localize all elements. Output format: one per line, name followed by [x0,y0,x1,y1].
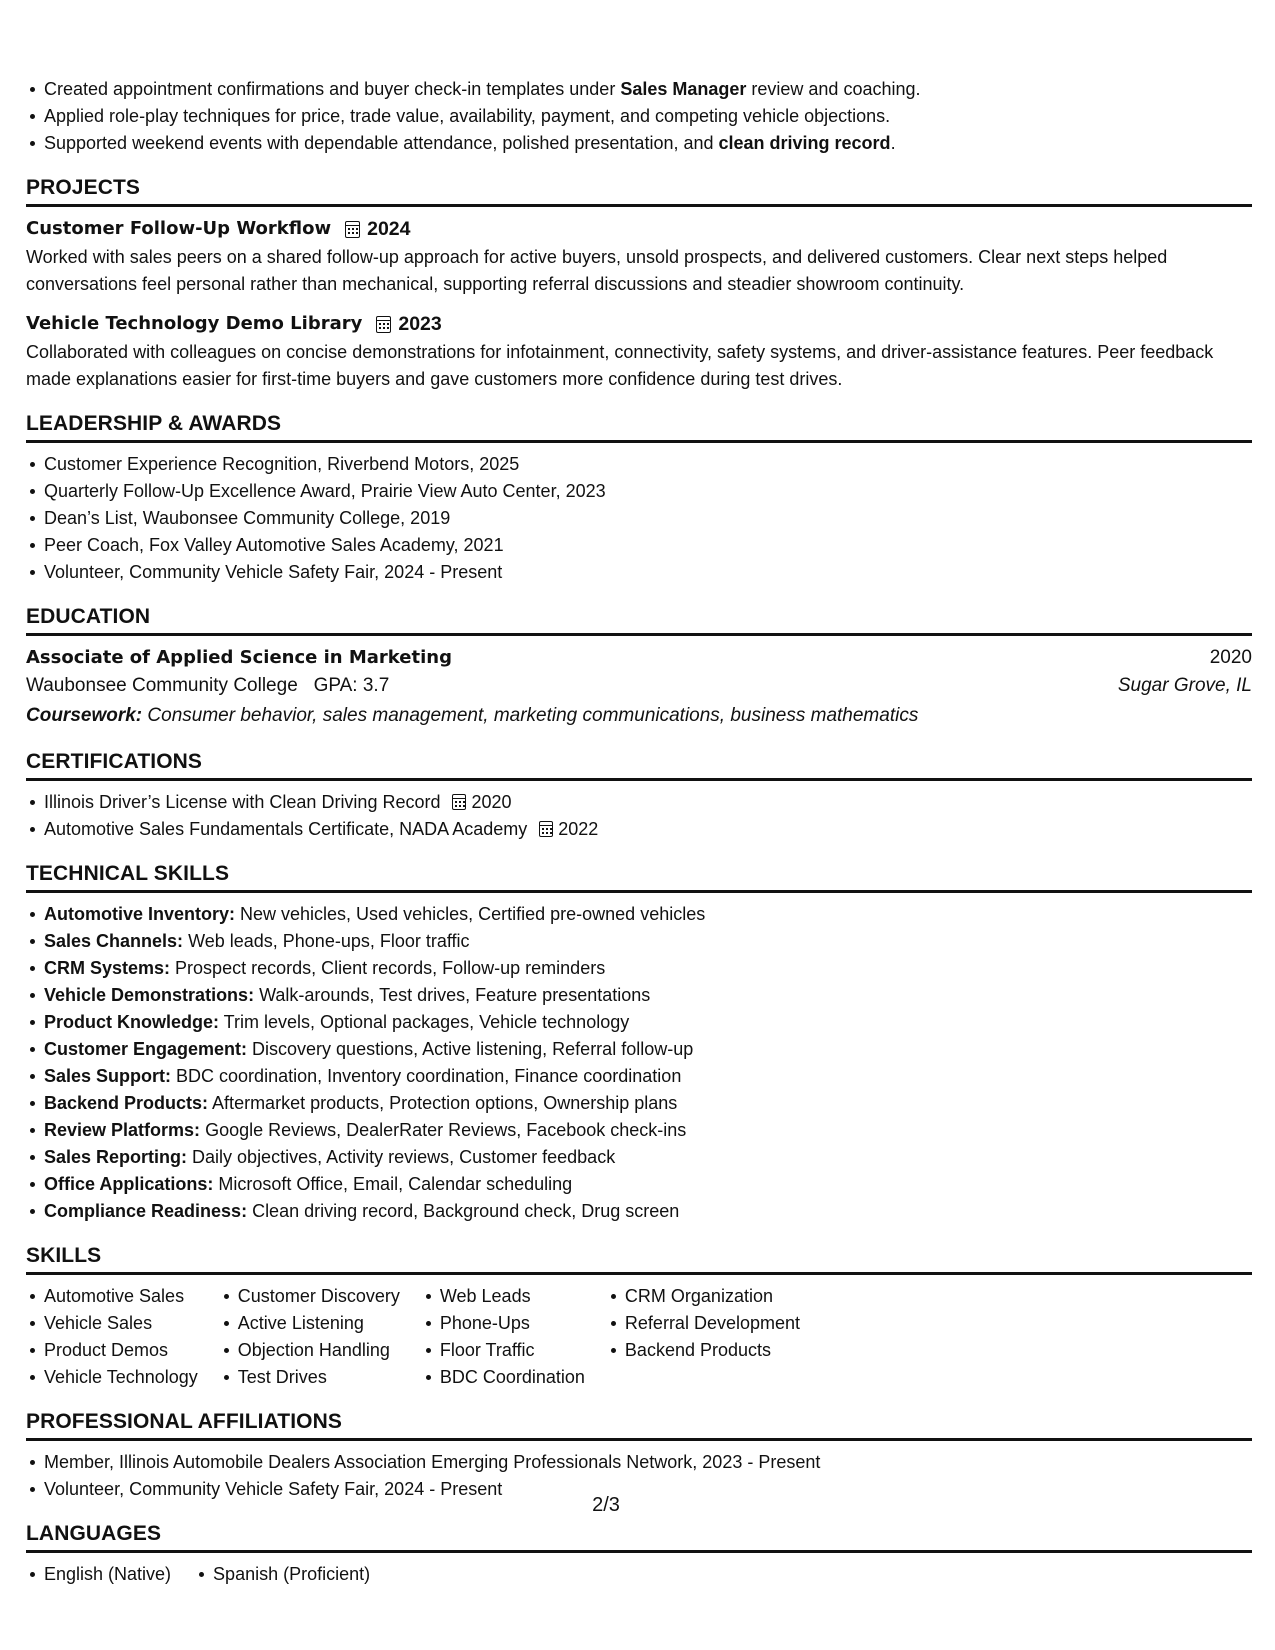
project-year: 2023 [398,313,442,335]
list-item: Customer Experience Recognition, Riverbend Motors, 2025 [26,451,1252,478]
list-item: Active Listening [220,1310,400,1337]
list-item: Sales Support: BDC coordination, Inventory coordination, Finance coordination [26,1063,1252,1090]
list-item: Dean’s List, Waubonsee Community College, 2019 [26,505,1252,532]
list-item: BDC Coordination [422,1364,585,1391]
list-item: Customer Discovery [220,1283,400,1310]
list-item: Test Drives [220,1364,400,1391]
project-year: 2024 [367,218,411,240]
graduation-year: 2020 [1209,647,1252,668]
list-item: Automotive Inventory: New vehicles, Used vehicles, Certified pre-owned vehicles [26,901,1252,928]
calendar-icon [376,316,391,333]
list-item: CRM Organization [607,1283,800,1310]
list-item: Web Leads [422,1283,585,1310]
skills-column [422,1283,585,1391]
skills-column [26,1283,198,1391]
list-item: Product Knowledge: Trim levels, Optional packages, Vehicle technology [26,1009,1252,1036]
skills-columns [26,1283,1252,1391]
list-item: Applied role-play techniques for price, trade value, availability, payment, and competing vehicle objections. [26,103,1252,130]
technical-skills-list [26,901,1252,1225]
list-item: Volunteer, Community Vehicle Safety Fair, 2024 - Present [26,1476,1252,1503]
list-item: Review Platforms: Google Reviews, DealerRater Reviews, Facebook check-ins [26,1117,1252,1144]
list-item: Vehicle Demonstrations: Walk-arounds, Test drives, Feature presentations [26,982,1252,1009]
school-name: Waubonsee Community College GPA: 3.7 [26,675,390,696]
list-item: Vehicle Sales [26,1310,198,1337]
list-item: Floor Traffic [422,1337,585,1364]
skills-column [220,1283,400,1391]
affiliations-section [26,1409,1252,1503]
calendar-icon [345,221,360,238]
certifications-list [26,789,1252,843]
skills-section [26,1243,1252,1391]
projects-section [26,175,1252,393]
skills-column [607,1283,800,1391]
education-section [26,604,1252,731]
project-header [26,215,1252,243]
calendar-icon [539,821,553,837]
list-item: Office Applications: Microsoft Office, Email, Calendar scheduling [26,1171,1252,1198]
school-location: Sugar Grove, IL [1117,675,1252,696]
section-title: LEADERSHIP & AWARDS [26,411,1252,443]
list-item: Objection Handling [220,1337,400,1364]
list-item: Volunteer, Community Vehicle Safety Fair, 2024 - Present [26,559,1252,586]
section-title: EDUCATION [26,604,1252,636]
section-title: PROJECTS [26,175,1252,207]
leadership-section [26,411,1252,586]
degree-name: Associate of Applied Science in Marketing [26,647,452,668]
page-number: 2/3 [592,1494,620,1516]
project-name: Customer Follow-Up Workflow [26,218,332,239]
section-title: TECHNICAL SKILLS [26,861,1252,893]
list-item [26,789,1252,816]
education-school-row [26,671,1252,701]
list-item: Spanish (Proficient) [195,1561,370,1588]
list-item: Quarterly Follow-Up Excellence Award, Prairie View Auto Center, 2023 [26,478,1252,505]
list-item: Supported weekend events with dependable attendance, polished presentation, and clean driving record. [26,130,1252,157]
languages-section [26,1521,1252,1588]
list-item: Automotive Sales [26,1283,198,1310]
list-item: Created appointment confirmations and buyer check-in templates under Sales Manager review and coaching. [26,76,1252,103]
coursework-text: Consumer behavior, sales management, marketing communications, business mathematics [142,705,919,726]
certifications-section [26,749,1252,843]
section-title: PROFESSIONAL AFFILIATIONS [26,1409,1252,1441]
leadership-list [26,451,1252,586]
education-header [26,644,1252,671]
list-item: Compliance Readiness: Clean driving record, Background check, Drug screen [26,1198,1252,1225]
project-description: Worked with sales peers on a shared follow-up approach for active buyers, unsold prospects, and delivered customers. Clear next steps helped conversations feel personal rather than mechanical, supporting referral discussions and steadier showroom continuity. [26,247,1168,294]
project-header [26,310,1252,338]
list-item: Customer Engagement: Discovery questions, Active listening, Referral follow-up [26,1036,1252,1063]
coursework-label: Coursework: [26,705,143,726]
languages-list [26,1561,1252,1588]
list-item: Sales Channels: Web leads, Phone-ups, Floor traffic [26,928,1252,955]
certification-year: 2020 [471,792,512,812]
resume-page [26,76,1252,1588]
list-item: Vehicle Technology [26,1364,198,1391]
list-item: Referral Development [607,1310,800,1337]
section-title: SKILLS [26,1243,1252,1275]
project-description: Collaborated with colleagues on concise demonstrations for infotainment, connectivity, safety systems, and driver-assistance features. Peer feedback made explanations easier for first-time buyers and gave customers more confidence during test drives. [26,342,1214,389]
certification-name: Illinois Driver’s License with Clean Driving Record [44,792,441,812]
experience-bullets [26,76,1252,157]
section-title: LANGUAGES [26,1521,1252,1553]
list-item: Backend Products: Aftermarket products, Protection options, Ownership plans [26,1090,1252,1117]
project-item [26,215,1252,298]
certification-year: 2022 [558,819,599,839]
project-item [26,310,1252,393]
list-item: Peer Coach, Fox Valley Automotive Sales Academy, 2021 [26,532,1252,559]
list-item: Phone-Ups [422,1310,585,1337]
technical-skills-section [26,861,1252,1225]
list-item: Product Demos [26,1337,198,1364]
list-item [26,816,1252,843]
certification-name: Automotive Sales Fundamentals Certificate, NADA Academy [44,819,528,839]
coursework [26,701,1252,731]
list-item: Member, Illinois Automobile Dealers Association Emerging Professionals Network, 2023 - Present [26,1449,1252,1476]
list-item: CRM Systems: Prospect records, Client records, Follow-up reminders [26,955,1252,982]
list-item: Backend Products [607,1337,800,1364]
section-title: CERTIFICATIONS [26,749,1252,781]
calendar-icon [452,794,466,810]
list-item: English (Native) [26,1561,171,1588]
project-name: Vehicle Technology Demo Library [26,313,363,334]
list-item: Sales Reporting: Daily objectives, Activity reviews, Customer feedback [26,1144,1252,1171]
